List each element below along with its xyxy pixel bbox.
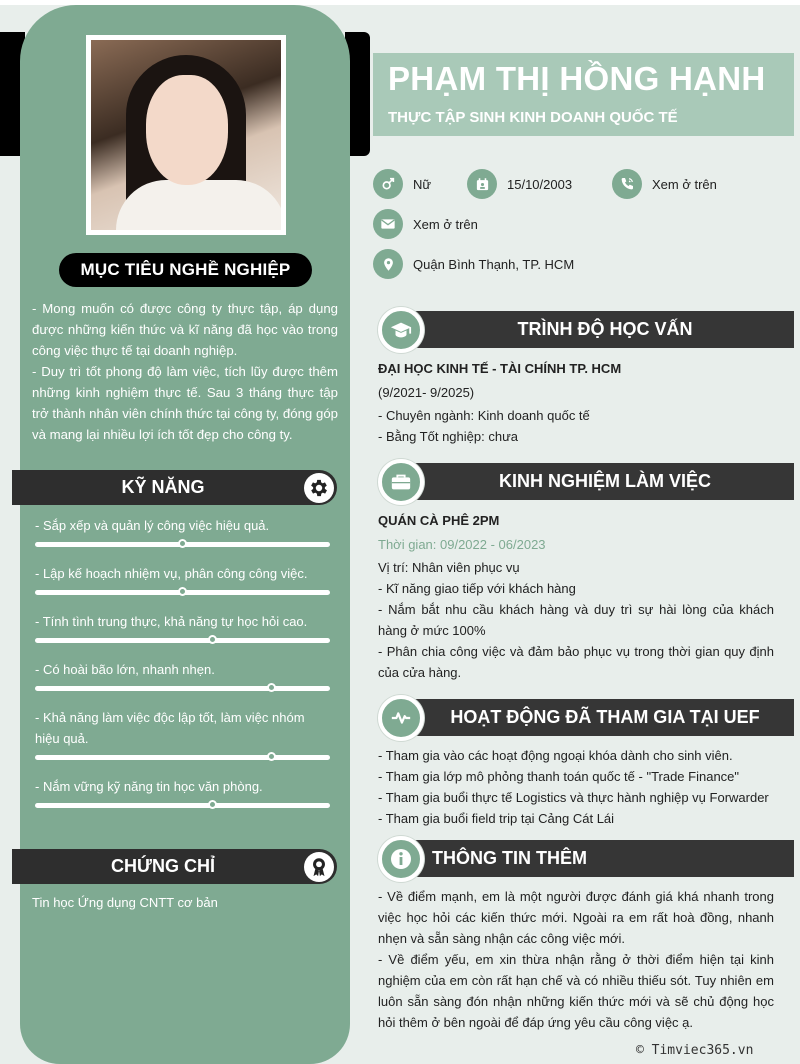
gender-value: Nữ (413, 176, 432, 192)
education-school: ĐẠI HỌC KINH TẾ - TÀI CHÍNH TP. HCM (378, 361, 622, 376)
info-icon (378, 836, 424, 882)
experience-duty-2: - Nắm bắt nhu cầu khách hàng và duy trì sự hài lòng của khách hàng ở mức 100% (378, 602, 774, 638)
gender-icon (373, 169, 403, 199)
birthday-value: 15/10/2003 (507, 176, 573, 192)
skill-item-5: - Khả năng làm việc độc lập tốt, làm việc nhóm hiệu quả. (35, 710, 305, 746)
envelope-icon (373, 209, 403, 239)
phone-icon (612, 169, 642, 199)
skill-level-knob (267, 752, 276, 761)
skill-item-3: - Tính tình trung thực, khả năng tự học hỏi cao. (35, 614, 308, 629)
skill-bar-3 (35, 638, 330, 643)
skills-title: KỸ NĂNG (121, 477, 205, 497)
experience-time: Thời gian: 09/2022 - 06/2023 (378, 537, 546, 552)
skill-bar-2 (35, 590, 330, 595)
objective-paragraph-2: - Duy trì tốt phong độ làm việc, tích lũy được thêm những kinh nghiệm thực tế. Sau 3 tháng thực tập trở thành nhân viên chính thức tại công ty, đóng góp và mang lại nhiều lợi ích tốt đẹp cho công ty. (32, 364, 338, 442)
briefcase-icon (378, 459, 424, 505)
footer-credit: © Timviec365.vn (636, 1043, 754, 1058)
profile-photo (86, 35, 286, 235)
objective-text (32, 298, 338, 445)
additional-paragraph-1: - Về điểm mạnh, em là một người được đánh giá khá nhanh trong việc học hỏi các kiến thức mới. Ngoài ra em rất hoà đồng, nhanh nhẹn và sẵn sàng nhận các công việc mới. (378, 889, 774, 946)
skill-level-knob (267, 683, 276, 692)
birthday-info (467, 169, 572, 199)
objective-title: MỤC TIÊU NGHỀ NGHIỆP (59, 253, 312, 287)
experience-duty-1: - Kĩ năng giao tiếp với khách hàng (378, 581, 576, 596)
skill-level-knob (208, 635, 217, 644)
candidate-name: PHẠM THỊ HỒNG HẠNH (388, 60, 766, 97)
experience-position: Vị trí: Nhân viên phục vụ (378, 560, 520, 575)
skill-level-knob (208, 800, 217, 809)
additional-paragraph-2: - Về điểm yếu, em xin thừa nhận rằng ở thời điểm hiện tại kinh nghiệm của em còn rất hạn chế và có nhiều thiếu sót. Tuy nhiên em luôn sẵn sàng đón nhận những kiến thức mới và sẽ chủ động học hỏi thêm ở bên ngoài để đáp ứng yêu cầu công việc ạ. (378, 952, 774, 1030)
pulse-icon (378, 695, 424, 741)
additional-header (400, 840, 794, 877)
education-header (400, 311, 794, 348)
skills-header (12, 470, 337, 505)
education-title: TRÌNH ĐỘ HỌC VẤN (517, 319, 693, 339)
activities-title: HOẠT ĐỘNG ĐÃ THAM GIA TẠI UEF (450, 707, 760, 727)
additional-title: THÔNG TIN THÊM (432, 848, 587, 868)
skill-level-knob (178, 587, 187, 596)
experience-title: KINH NGHIỆM LÀM VIỆC (498, 471, 711, 491)
activity-item-2: - Tham gia lớp mô phỏng thanh toán quốc tế - "Trade Finance" (378, 769, 740, 784)
experience-company: QUÁN CÀ PHÊ 2PM (378, 513, 500, 528)
experience-header (400, 463, 794, 500)
phone-info (612, 169, 717, 199)
address-info (373, 249, 574, 279)
activity-item-3: - Tham gia buổi thực tế Logistics và thực hành nghiệp vụ Forwarder (378, 790, 769, 805)
activities-header (400, 699, 794, 736)
certificates-header (12, 849, 337, 884)
experience-duty-3: - Phân chia công việc và đảm bảo phục vụ trong thời gian quy định của cửa hàng. (378, 644, 774, 680)
skill-item-1: - Sắp xếp và quản lý công việc hiệu quả. (35, 518, 270, 533)
skill-item-6: - Nắm vững kỹ năng tin học văn phòng. (35, 779, 263, 794)
skill-bar-1 (35, 542, 330, 547)
skill-bar-5 (35, 755, 330, 760)
award-icon (304, 852, 334, 882)
job-title: THỰC TẬP SINH KINH DOANH QUỐC TẾ (388, 109, 678, 126)
gender-info (373, 169, 431, 199)
objective-paragraph-1: - Mong muốn có được công ty thực tập, áp dụng được những kiến thức và kĩ năng đã học vào trong công việc thực tế tại doanh nghiệp. (32, 301, 338, 358)
location-icon (373, 249, 403, 279)
education-degree: - Bằng Tốt nghiệp: chưa (378, 429, 518, 444)
skill-level-knob (178, 539, 187, 548)
graduation-cap-icon (378, 307, 424, 353)
skill-item-2: - Lập kế hoạch nhiệm vụ, phân công công việc. (35, 566, 308, 581)
activity-item-1: - Tham gia vào các hoạt động ngoại khóa dành cho sinh viên. (378, 748, 733, 763)
email-info (373, 209, 478, 239)
skill-bar-6 (35, 803, 330, 808)
email-value: Xem ở trên (413, 216, 478, 232)
address-value: Quận Bình Thạnh, TP. HCM (413, 256, 575, 272)
skill-item-4: - Có hoài bão lớn, nhanh nhẹn. (35, 662, 215, 677)
education-period: (9/2021- 9/2025) (378, 385, 475, 400)
activity-item-4: - Tham gia buổi field trip tại Cảng Cát Lái (378, 811, 615, 826)
calendar-icon (467, 169, 497, 199)
certificate-item: Tin học Ứng dụng CNTT cơ bản (32, 895, 218, 910)
education-major: - Chuyên ngành: Kinh doanh quốc tế (378, 408, 590, 423)
gear-icon (304, 473, 334, 503)
phone-value: Xem ở trên (652, 176, 717, 192)
skill-bar-4 (35, 686, 330, 691)
certificates-title: CHỨNG CHỈ (111, 856, 215, 876)
